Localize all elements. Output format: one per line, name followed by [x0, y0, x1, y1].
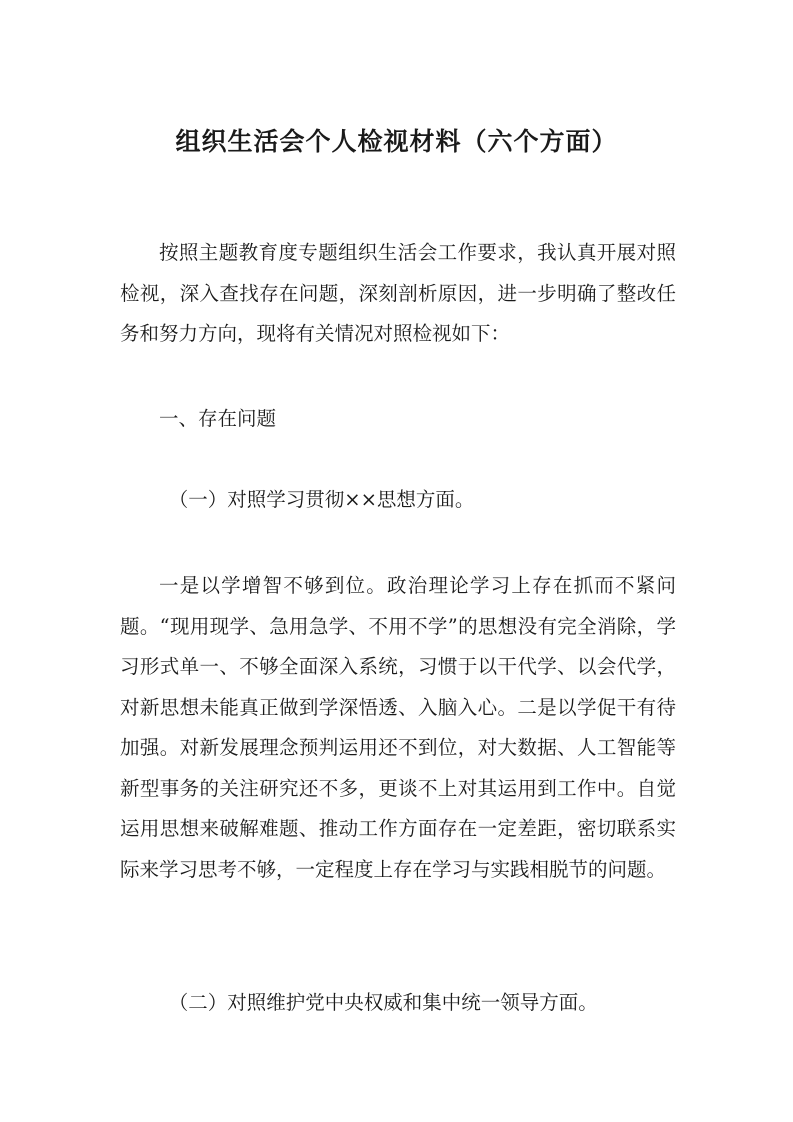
- document-title: 组织生活会个人检视材料（六个方面）: [175, 127, 618, 156]
- intro-paragraph: 按照主题教育度专题组织生活会工作要求，我认真开展对照检视，深入查找存在问题，深刻剖析原因，进一步明确了整改任务和努力方向，现将有关情况对照检视如下：: [120, 241, 676, 345]
- body-paragraph-1: 一是以学增智不够到位。政治理论学习上存在抓而不紧问题。“现用现学、急用急学、不用不学”的思想没有完全消除，学习形式单一、不够全面深入系统，习惯于以干代学、以会代学，对新思想未能真正做到学深悟透、入脑入心。二是以学促干有待加强。对新发展理念预判运用还不到位，对大数据、人工智能等新型事务的关注研究还不多，更谈不上对其运用到工作中。自觉运用思想来破解难题、推动工作方面存在一定差距，密切联系实际来学习思考不够，一定程度上存在学习与实践相脱节的问题。: [120, 574, 676, 881]
- subsection-heading-2: （二）对照维护党中央权威和集中统一领导方面。: [168, 991, 598, 1014]
- subsection-heading-1: （一）对照学习贯彻××思想方面。: [168, 488, 475, 511]
- section-heading-problems: 一、存在问题: [159, 407, 277, 430]
